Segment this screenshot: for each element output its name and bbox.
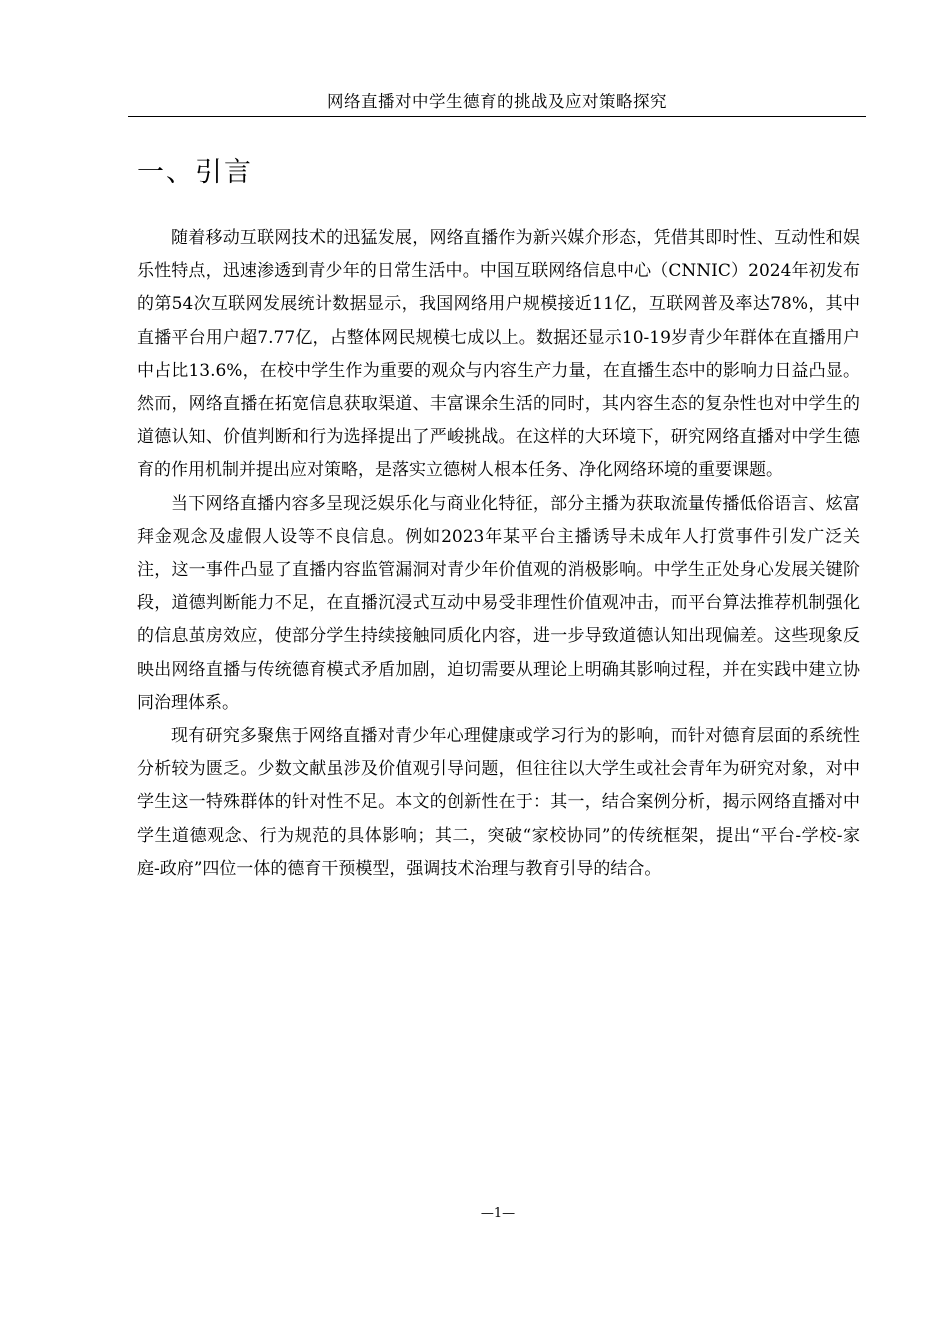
page-number: —1— bbox=[480, 1206, 516, 1221]
paragraph-3: 现有研究多聚焦于网络直播对青少年心理健康或学习行为的影响，而针对德育层面的系统性分析较为匮乏。少数文献虽涉及价值观引导问题，但往往以大学生或社会青年为研究对象，对中学生这一特殊群体的针对性不足。本文的创新性在于：其一，结合案例分析，揭示网络直播对中学生道德观念、行为规范的具体影响；其二，突破“家校协同”的传统框架，提出“平台-学校-家庭-政府”四位一体的德育干预模型，强调技术治理与教育引导的结合。 bbox=[137, 726, 860, 879]
body-text bbox=[137, 222, 860, 886]
paragraph-2: 当下网络直播内容多呈现泛娱乐化与商业化特征，部分主播为获取流量传播低俗语言、炫富拜金观念及虚假人设等不良信息。例如2023年某平台主播诱导未成年人打赏事件引发广泛关注，这一事件凸显了直播内容监管漏洞对青少年价值观的消极影响。中学生正处身心发展关键阶段，道德判断能力不足，在直播沉浸式互动中易受非理性价值观冲击，而平台算法推荐机制强化的信息茧房效应，使部分学生持续接触同质化内容，进一步导致道德认知出现偏差。这些现象反映出网络直播与传统德育模式矛盾加剧，迫切需要从理论上明确其影响过程，并在实践中建立协同治理体系。 bbox=[137, 493, 860, 713]
running-header-title: 网络直播对中学生德育的挑战及应对策略探究 bbox=[327, 92, 667, 111]
section-heading: 一、引言 bbox=[137, 157, 253, 188]
header-rule bbox=[128, 116, 866, 117]
paragraph-1: 随着移动互联网技术的迅猛发展，网络直播作为新兴媒介形态，凭借其即时性、互动性和娱乐性特点，迅速渗透到青少年的日常生活中。中国互联网络信息中心（CNNIC）2024年初发布的第54次互联网发展统计数据显示，我国网络用户规模接近11亿，互联网普及率达78%，其中直播平台用户超7.77亿，占整体网民规模七成以上。数据还显示10-19岁青少年群体在直播用户中占比13.6%，在校中学生作为重要的观众与内容生产力量，在直播生态中的影响力日益凸显。然而，网络直播在拓宽信息获取渠道、丰富课余生活的同时，其内容生态的复杂性也对中学生的道德认知、价值判断和行为选择提出了严峻挑战。在这样的大环境下，研究网络直播对中学生德育的作用机制并提出应对策略，是落实立德树人根本任务、净化网络环境的重要课题。 bbox=[137, 228, 860, 481]
